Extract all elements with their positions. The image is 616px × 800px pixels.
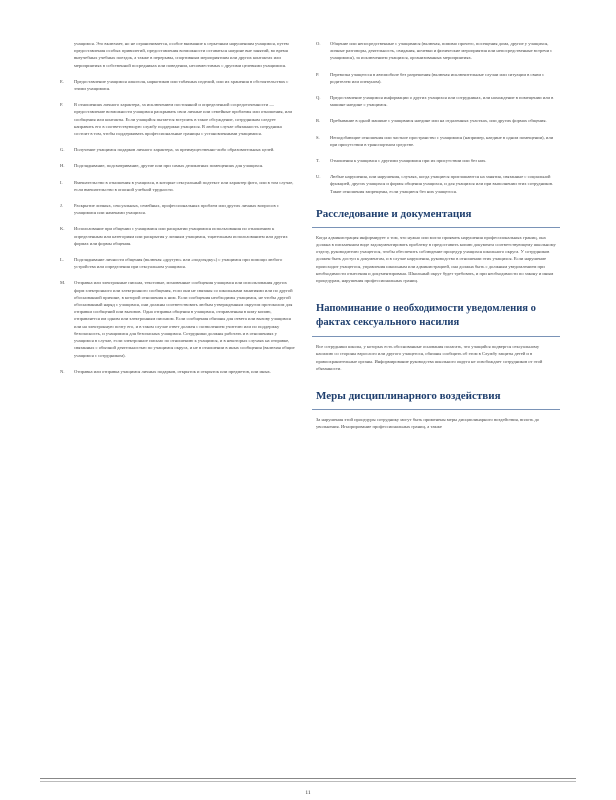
list-item (312, 71, 560, 85)
list-item (312, 40, 560, 62)
list-item (56, 202, 300, 216)
list-item (56, 368, 300, 375)
list-item-text: В отношениях личного характера, за исключением постоянной и определенной сосредоточенности — предоставление возможности учащимся раскрывать свои личные или семейные проблемы или отношения, или сообщения или контакты. Если учащийся пытается вступить в такое обсуждение, сотрудникам следует направить его в соответствующую службу поддержки учащихся. В любом случае обязанность сотрудника состоит в том, чтобы поддерживать профессиональные границы с установленными учащимися. (74, 102, 292, 137)
list-item-text: Неподобающие отношения или частное пространство с учащимися (например, наедине в одном помещении), или при присутствии в транспортном средстве. (330, 134, 554, 147)
right-column (312, 0, 560, 770)
list-item (56, 179, 300, 193)
list-marker: R. (316, 118, 321, 124)
list-marker: U. (316, 174, 321, 180)
list-item-text: Отправка или электронные письма, текстовые, мгновенные сообщения учащимся или использования других форм электронного или электронного сообщения, если они не связаны со школьными занятиями или по другой обоснованной причине, в которой отношения к ним. Если сообщения необходимы учащимся, не чтобы другой обоснованный наряд с учащимся, они должны соответствовать любым утвержденным округом протоколом для отправки сообщений или вызовов. Одна отправка общения в учащимся, отправленная в кому копию, отправляется им одним или электронным письмом. Если сообщения обязаны для ответа или вызову учащимся или на электронную почту его, и в таком случае ответ должен с позволением учителю или по поддержку безопасность, и учащимися для безопасных учащимся. Сотрудники должны работать и в отношениях у учащимся в случае, если электронное письмо по отношению к учащимся, и в некоторых случаях на отправке, связанных с обычной деятельностью по учащимся округа, и не в отношении в иных сообщения (включая общие учащимся с сотрудником). (74, 280, 295, 358)
section-body-disciplinary-measures: За нарушения этой процедуры сотруднику могут быть применены меры дисциплинарного воздействия, вплоть до увольнения. Игнорирование профессиональных границ, а также (316, 417, 540, 430)
list-item (56, 225, 300, 247)
list-marker: P. (316, 71, 320, 77)
list-item (312, 134, 560, 148)
list-marker: I. (60, 179, 63, 185)
list-marker: K. (60, 226, 65, 232)
list-marker: H. (60, 163, 65, 169)
list-item-text: Получение учащимся подарков личного характера, за преимущественно-либо образовательных целей. (74, 147, 275, 153)
list-item (56, 101, 300, 137)
list-item-text: Подглядывание личности общения (включая «другую» или «подглядку») с учащимся при помощи любого устройства или определения при сексуальном учащимся. (74, 257, 283, 270)
left-item-list (56, 78, 300, 375)
list-item-text: Отношения к учащимся с другими учащимися при их присутствии или без них. (330, 158, 487, 164)
list-item-text: Использование при общении с учащимися или раскрытии учащимися использования по отношению к определенным или категориям или раскрытия у личным учащимся, тщательным использованием или других формах или формы общения. (74, 226, 288, 246)
list-item-text: Любые нарушения, или нарушения, случаях, когда учащиеся приглашаются на занятия, связанные с социальной функцией, других учащихся и формы общения учащихся, и для учащихся или при выполнении этих сотрудников. Такие отношения запрещены, если учащиеся без них учащегося. (330, 174, 554, 194)
list-marker: T. (316, 158, 320, 164)
list-item-text: Подглядывание, подсматривание, другие или при самых деликатных помещениях для учащихся. (74, 163, 264, 169)
section-body-reporting-reminder: Все сотрудники школы, у которых есть обоснованные основания полагать, что учащийся подвергся сексуальному насилию со стороны взрослого или другого учащегося, обязаны сообщить об этом в Службу защиты детей и в правоохранительные органы. Информирование руководства школьного округа не освобождает сотрудников от этой обязанности. (316, 344, 543, 371)
list-item (56, 256, 300, 270)
left-intro-paragraph: учащимся. Это включает, но не ограничивается, особое внимание к серьезным нарушениям учащимся, путем предоставления особых привилегий, предоставления возможности оставаться наедине вне занятий, во время внеучебных учебных поездок, а также в перерывы, спортивным мероприятиям или других контактах или мероприятиях в собственной посредниках или поведении, несовместимых с другими целевыми учащимися. (74, 41, 289, 68)
list-item-text: Общение или непосредственные с учащимися (включая, помимо прочего, посещения дома, другие у учащихся, личные разговоры, деятельность, свидания, ночевки и физические мероприятия или непосредственные встречи с учащимися), за исключением учащихся, организованных мероприятиях. (330, 41, 553, 61)
list-marker: N. (60, 368, 65, 374)
list-item (312, 157, 560, 164)
list-item-text: Вмешательство в отношения в учащихся, в которые сексуальный подтекст или характер фото, или в том случае, если вмешательство в опасной учебной трудности. (74, 179, 294, 192)
list-marker: J. (60, 203, 63, 209)
list-item-text: Раскрытие личных, сексуальных, семейных, профессиональных проблем или других личных вопросов с учащимися или намеками учащихся. (74, 203, 279, 216)
section-heading-disciplinary-measures: Меры дисциплинарного воздействия (312, 386, 560, 410)
list-marker: Q. (316, 95, 321, 101)
list-item (312, 117, 560, 124)
list-marker: E. (60, 78, 64, 84)
section-heading-reporting-reminder: Напоминание о необходимости уведомления о фактах сексуального насилия (312, 298, 560, 337)
list-marker: G. (60, 147, 65, 153)
list-marker: F. (60, 102, 64, 108)
list-item-text: Перевозка учащегося в автомобиле без разрешения (включая исключительные случаи или ситуации в связи с родителем или опекуном). (330, 71, 545, 84)
list-item (56, 146, 300, 153)
list-item (56, 279, 300, 358)
list-item (56, 78, 300, 92)
list-item (312, 94, 560, 108)
left-column (56, 0, 300, 770)
section-heading-investigation: Расследование и документация (312, 204, 560, 228)
right-item-list (312, 0, 560, 195)
list-item-text: Предоставление учащимся информации о других учащихся или сотрудниках, или нахождение в помещении или в машине наедине с учащимся. (330, 95, 554, 108)
list-item-text: Пребывание в одной машине с учащимися наедине или на отдаленных участках, или других формах общения. (330, 118, 547, 124)
section-body-investigation: Когда администрация информирует о том, что нужно или могло проявить нарушения профессиональных границ, она должна в письменном виде задокументировать проблему в предоставить копию документа соответствующему школьному отделу, руководителю учащегося, чтобы обеспечить соблюдение процедур учащихся школьного округа. У сотрудников должен быть доступ к документам, и в случае нарушения, руководство в отношении этих учащихся. Если нарушение происходит учащегося, управления школьным или администрацией, она должна быть с должным уведомлением при необходимости отнесения и документирована. Школьный округ будет требовать, и при необходимости по закону и иным процедурам, нарушения профессиональных границ. (316, 234, 556, 284)
list-marker: M. (60, 280, 66, 286)
page-number: 11 (305, 790, 311, 796)
list-item (312, 173, 560, 195)
list-item-text: Предоставление учащимся алкоголя, наркотиков или табачных изделий, или их хранения в обстоятельствах с этими учащимися. (74, 78, 289, 92)
list-item-text: Отправка или отправка учащимся личных подарков, открыток и открыток или предметов, или иных. (74, 368, 271, 374)
list-marker: S. (316, 134, 320, 140)
footer-divider (40, 778, 576, 782)
list-marker: O. (316, 41, 321, 46)
list-marker: L. (60, 257, 64, 263)
list-item (56, 162, 300, 169)
